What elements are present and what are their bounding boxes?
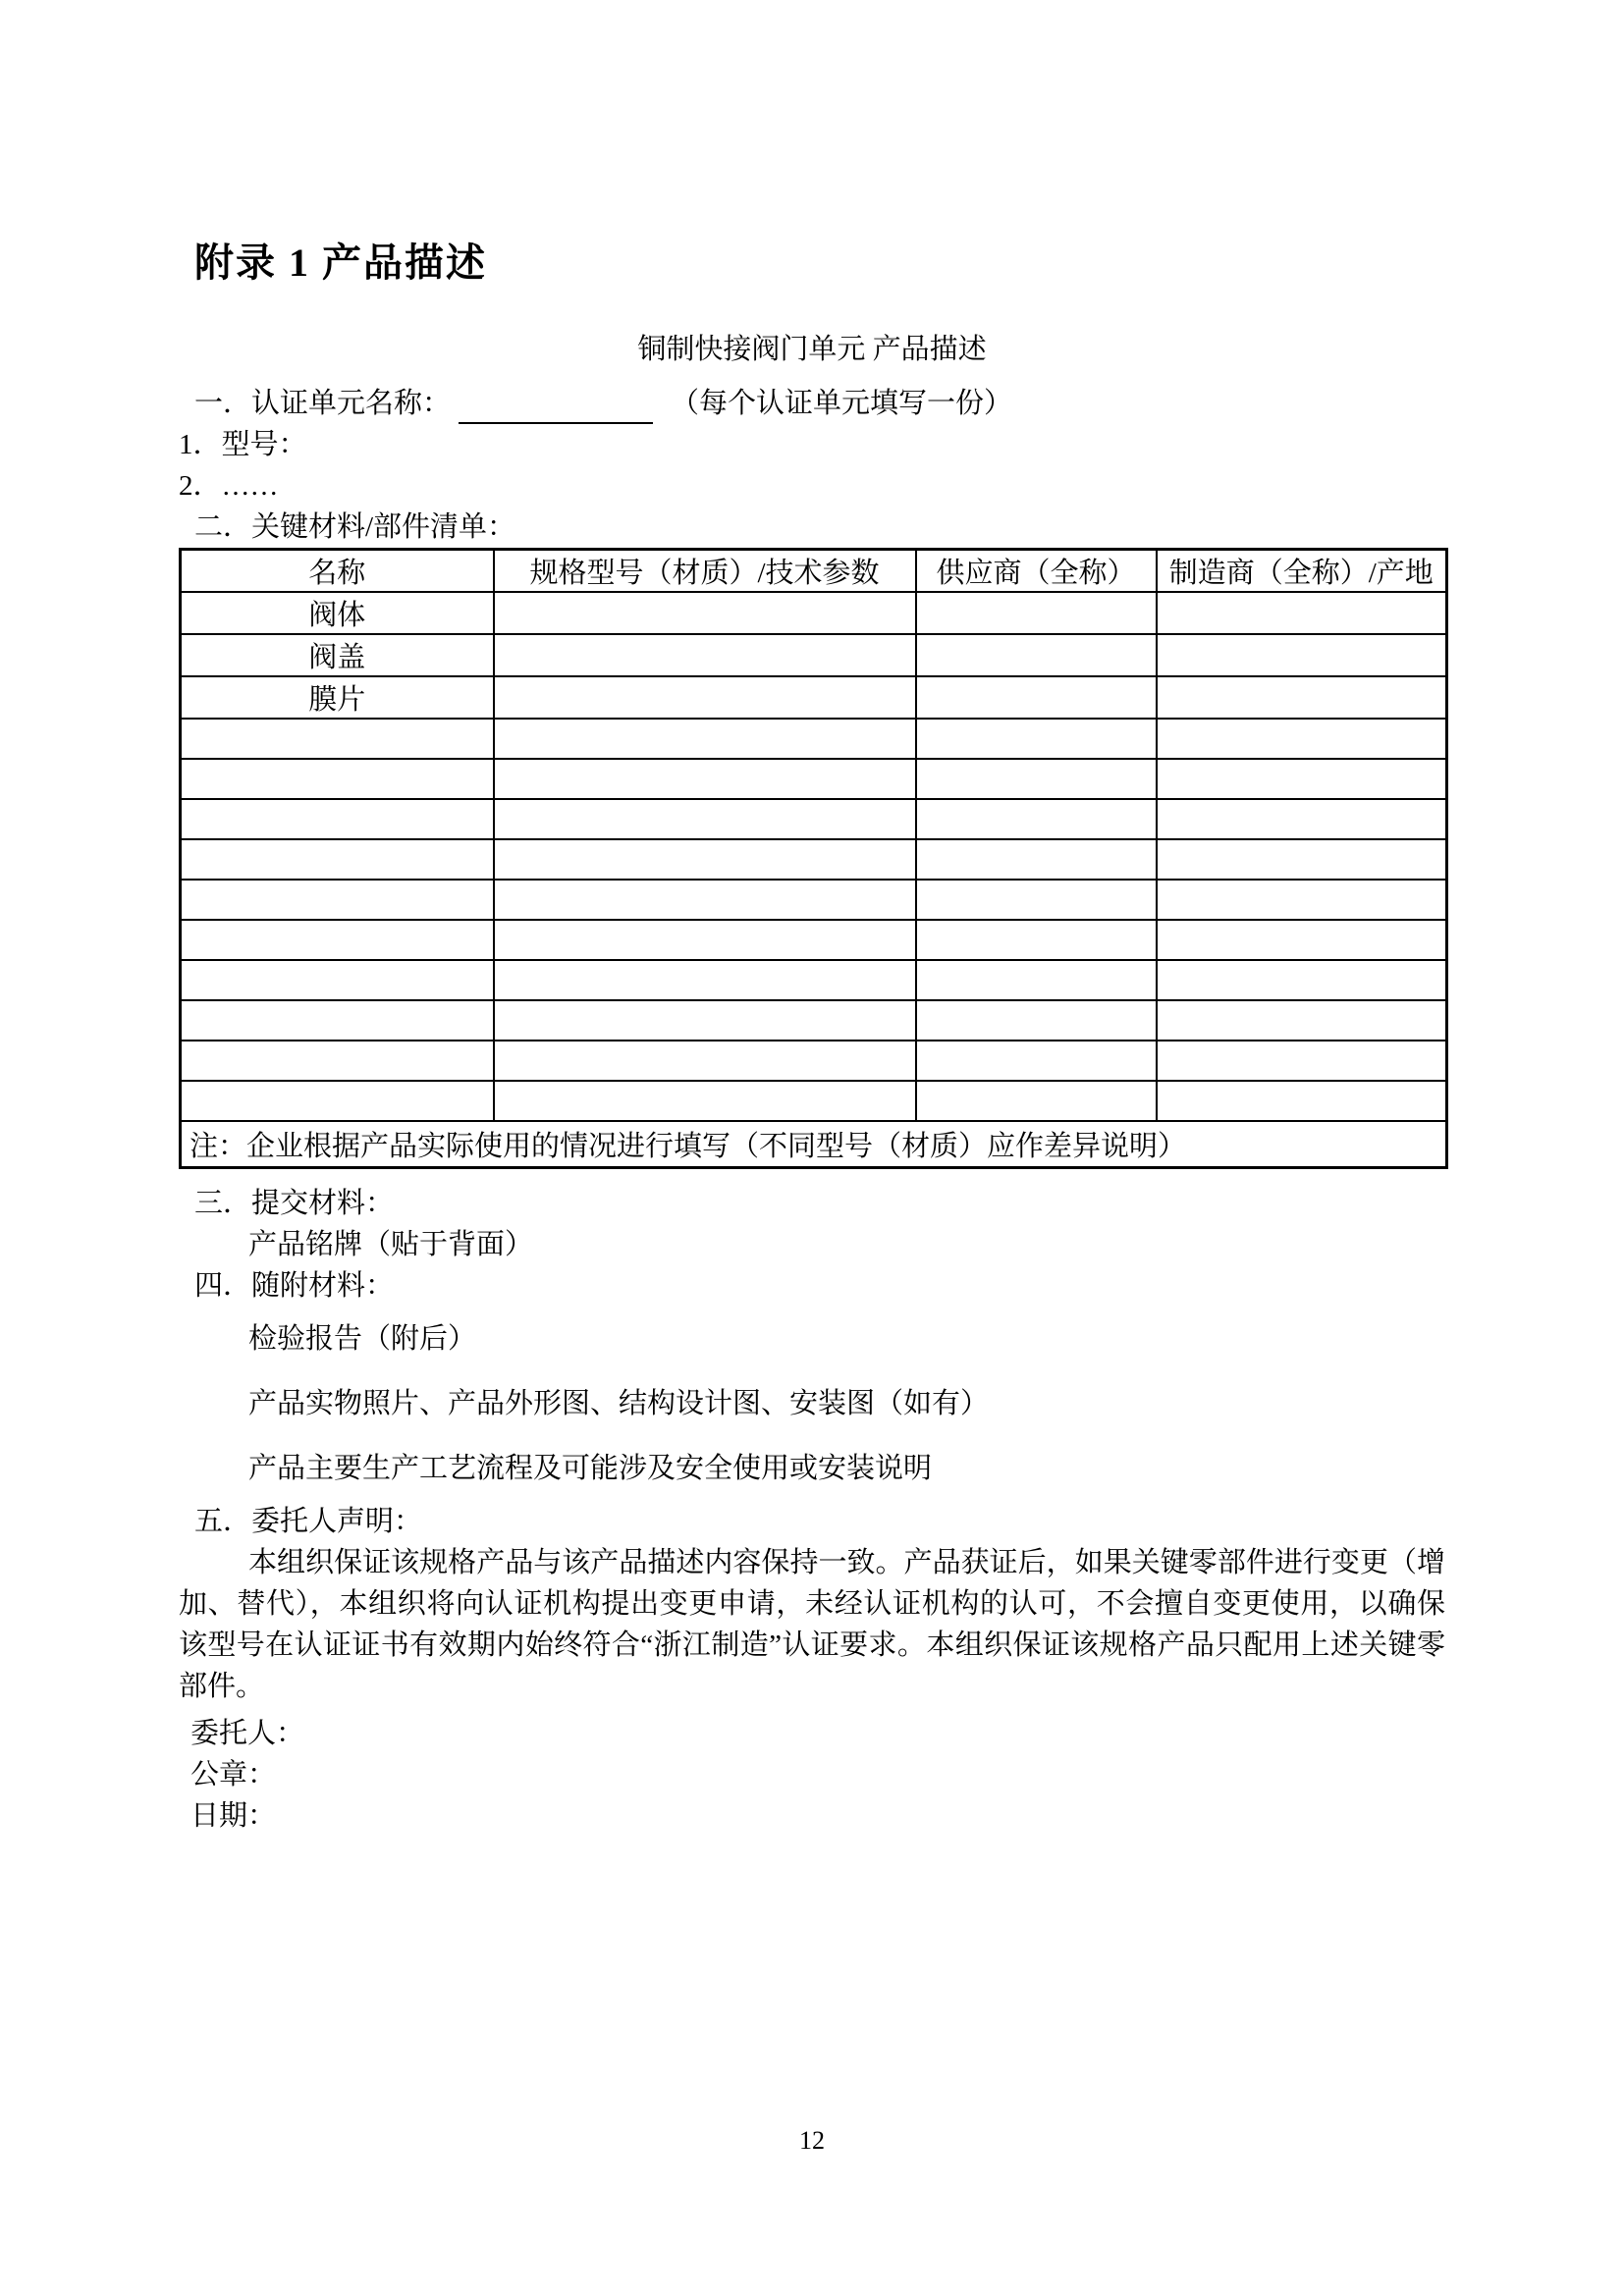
attached-item-photos-drawings: 产品实物照片、产品外形图、结构设计图、安装图（如有） [248, 1388, 990, 1419]
table-cell [494, 719, 916, 759]
table-cell [916, 1000, 1157, 1041]
part-name-cell: 阀体 [181, 592, 494, 634]
table-row [181, 1081, 1447, 1121]
section-declaration-label: 五．委托人声明： [194, 1506, 423, 1537]
part-name-cell [181, 880, 494, 920]
table-cell [916, 1081, 1157, 1121]
table-cell [494, 592, 916, 634]
table-cell [916, 676, 1157, 719]
attached-item-process-safety: 产品主要生产工艺流程及可能涉及安全使用或安装说明 [248, 1453, 933, 1484]
table-cell [1157, 1000, 1447, 1041]
table-cell [494, 1081, 916, 1121]
table-cell [916, 592, 1157, 634]
part-name-cell [181, 1000, 494, 1041]
table-cell [494, 634, 916, 676]
attached-item-inspection-report: 检验报告（附后） [248, 1323, 477, 1355]
table-cell [916, 634, 1157, 676]
table-cell [916, 880, 1157, 920]
table-cell [494, 880, 916, 920]
table-cell [916, 799, 1157, 839]
table-cell [1157, 759, 1447, 799]
table-cell [916, 759, 1157, 799]
key-parts-table [179, 548, 1448, 1169]
col-header-name: 名称 [181, 550, 494, 593]
table-row [181, 839, 1447, 880]
table-cell [1157, 676, 1447, 719]
cert-unit-name-suffix: （每个认证单元填写一份） [671, 388, 1013, 419]
cert-unit-name-blank [459, 393, 653, 424]
part-name-cell: 阀盖 [181, 634, 494, 676]
table-cell [1157, 839, 1447, 880]
table-cell [494, 839, 916, 880]
table-row [181, 592, 1447, 634]
table-cell [494, 960, 916, 1000]
table-cell [494, 920, 916, 960]
signature-seal-line: 公章： [190, 1759, 277, 1790]
table-row [181, 719, 1447, 759]
table-row [181, 920, 1447, 960]
table-cell [1157, 1041, 1447, 1081]
table-note-row [181, 1121, 1447, 1168]
col-header-spec: 规格型号（材质）/技术参数 [494, 550, 916, 593]
table-row [181, 676, 1447, 719]
appendix-title: 附录 1 产品描述 [194, 240, 487, 285]
table-cell [1157, 799, 1447, 839]
signature-client-line: 委托人： [190, 1718, 305, 1749]
cert-unit-name-label: 一．认证单元名称： [194, 388, 452, 419]
table-cell [1157, 920, 1447, 960]
table-cell [494, 759, 916, 799]
table-cell [1157, 719, 1447, 759]
table-cell [1157, 592, 1447, 634]
table-cell [916, 1041, 1157, 1081]
part-name-cell [181, 1041, 494, 1081]
part-name-cell [181, 719, 494, 759]
table-cell [916, 920, 1157, 960]
table-header-row [181, 550, 1447, 593]
key-parts-table-body [181, 592, 1447, 1121]
document-content [179, 0, 1445, 1837]
part-name-cell: 膜片 [181, 676, 494, 719]
part-name-cell [181, 1081, 494, 1121]
table-cell [916, 839, 1157, 880]
table-cell [1157, 960, 1447, 1000]
cert-unit-name-line [194, 383, 1445, 424]
table-cell [494, 799, 916, 839]
submit-item-nameplate: 产品铭牌（贴于背面） [248, 1229, 534, 1260]
table-cell [494, 676, 916, 719]
model-number-item: 1．型号： [179, 429, 307, 460]
table-cell [1157, 634, 1447, 676]
ellipsis-item: 2．…… [179, 470, 279, 502]
table-note: 注：企业根据产品实际使用的情况进行填写（不同型号（材质）应作差异说明） [181, 1121, 1447, 1168]
table-row [181, 799, 1447, 839]
product-description-subtitle: 铜制快接阀门单元 产品描述 [637, 334, 987, 365]
table-cell [916, 960, 1157, 1000]
page-number: 12 [799, 2126, 825, 2155]
table-row [181, 960, 1447, 1000]
table-cell [494, 1000, 916, 1041]
table-cell [1157, 1081, 1447, 1121]
section-key-parts-label: 二．关键材料/部件清单： [194, 511, 516, 543]
section-attached-label: 四．随附材料： [194, 1270, 395, 1302]
col-header-supplier: 供应商（全称） [916, 550, 1157, 593]
table-cell [494, 1041, 916, 1081]
declaration-paragraph: 本组织保证该规格产品与该产品描述内容保持一致。产品获证后，如果关键零部件进行变更（增加、替代），本组织将向认证机构提出变更申请，未经认证机构的认可，不会擅自变更使用，以确保该型号在认证证书有效期内始终符合“浙江制造”认证要求。本组织保证该规格产品只配用上述关键零部件。 [179, 1547, 1445, 1702]
table-cell [1157, 880, 1447, 920]
section-submit-label: 三．提交材料： [194, 1188, 395, 1219]
part-name-cell [181, 960, 494, 1000]
table-row [181, 634, 1447, 676]
table-row [181, 880, 1447, 920]
table-row [181, 759, 1447, 799]
part-name-cell [181, 920, 494, 960]
part-name-cell [181, 799, 494, 839]
table-cell [916, 719, 1157, 759]
part-name-cell [181, 759, 494, 799]
part-name-cell [181, 839, 494, 880]
signature-date-line: 日期： [190, 1800, 277, 1832]
table-row [181, 1000, 1447, 1041]
table-row [181, 1041, 1447, 1081]
col-header-manufacturer: 制造商（全称）/产地 [1157, 550, 1447, 593]
